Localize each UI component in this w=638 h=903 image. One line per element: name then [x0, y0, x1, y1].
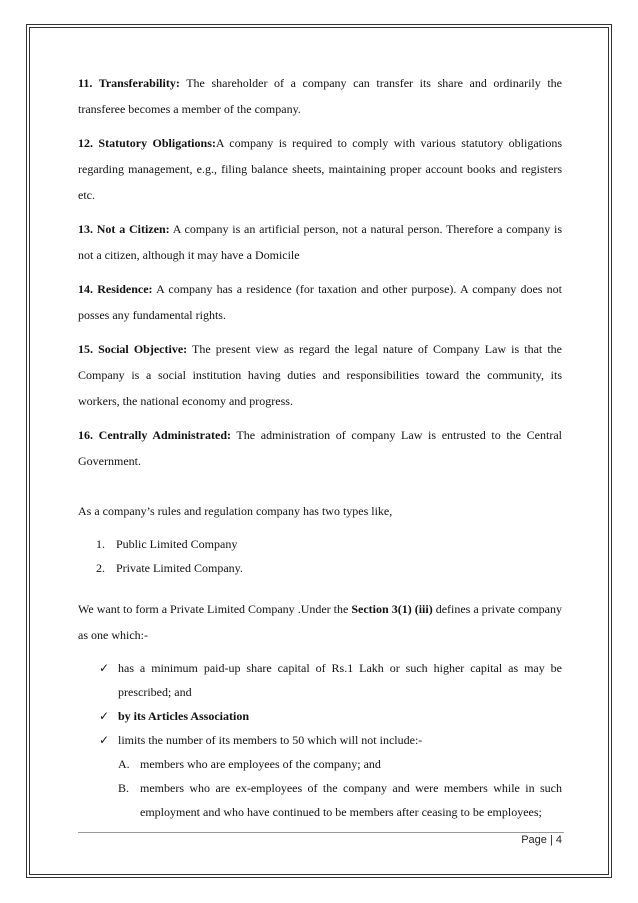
checkmark-icon: ✓ — [99, 709, 110, 723]
member-exclusions-list — [78, 752, 562, 824]
checkmark-icon: ✓ — [99, 733, 110, 747]
feature-paragraph-11 — [78, 70, 562, 122]
feature-heading: 16. Centrally Administrated: — [78, 428, 231, 442]
list-item: ✓ has a minimum paid-up share capital of Rs.1 Lakh or such higher capital as may be prescribed; and — [78, 656, 562, 704]
list-item: 1. Public Limited Company — [96, 537, 238, 551]
list-item: A. members who are employees of the company; and — [118, 757, 381, 771]
feature-heading: 13. Not a Citizen: — [78, 222, 170, 236]
private-company-intro: We want to form a Private Limited Company .Under the Section 3(1) (iii) defines a private company as one which:- — [78, 602, 562, 642]
feature-text: The present view as regard the legal nature of Company Law is that the Company is a social institution having duties and responsibilities toward the community, its workers, the national economy and progress. — [78, 342, 562, 408]
feature-paragraph-15 — [78, 336, 562, 414]
list-item: ✓ limits the number of its members to 50 which will not include:- — [78, 728, 562, 752]
feature-paragraph-14 — [78, 276, 562, 328]
types-intro: As a company’s rules and regulation company has two types like, — [78, 504, 393, 518]
section-reference: Section 3(1) (iii) — [351, 602, 433, 616]
feature-heading: 15. Social Objective: — [78, 342, 188, 356]
feature-paragraph-13 — [78, 216, 562, 268]
feature-paragraph-12 — [78, 130, 562, 208]
list-item: B. members who are ex-employees of the company and were members while in such employment and who have continued to be members after ceasing to be employees; — [118, 781, 562, 819]
checkmark-icon: ✓ — [99, 661, 110, 675]
list-item: 2. Private Limited Company. — [96, 561, 243, 575]
feature-text: A company has a residence (for taxation and other purpose). A company does not posses any fundamental rights. — [78, 282, 562, 322]
document-body — [78, 70, 562, 824]
list-item: ✓ by its Articles Association — [78, 704, 562, 728]
footer-divider — [78, 832, 564, 833]
feature-heading: 14. Residence: — [78, 282, 153, 296]
private-company-conditions — [78, 656, 562, 752]
feature-heading: 12. Statutory Obligations: — [78, 136, 216, 150]
feature-text: A company is required to comply with various statutory obligations regarding management, e.g., filing balance sheets, maintaining proper account books and registers etc. — [78, 136, 562, 202]
company-types-list — [78, 532, 562, 580]
page-number: Page | 4 — [521, 834, 562, 846]
feature-text: The administration of company Law is entrusted to the Central Government. — [78, 428, 562, 468]
feature-text: A company is an artificial person, not a natural person. Therefore a company is not a citizen, although it may have a Domicile — [78, 222, 562, 262]
feature-paragraph-16 — [78, 422, 562, 474]
feature-text: The shareholder of a company can transfer its share and ordinarily the transferee becomes a member of the company. — [78, 76, 562, 116]
feature-heading: 11. Transferability: — [78, 76, 180, 90]
